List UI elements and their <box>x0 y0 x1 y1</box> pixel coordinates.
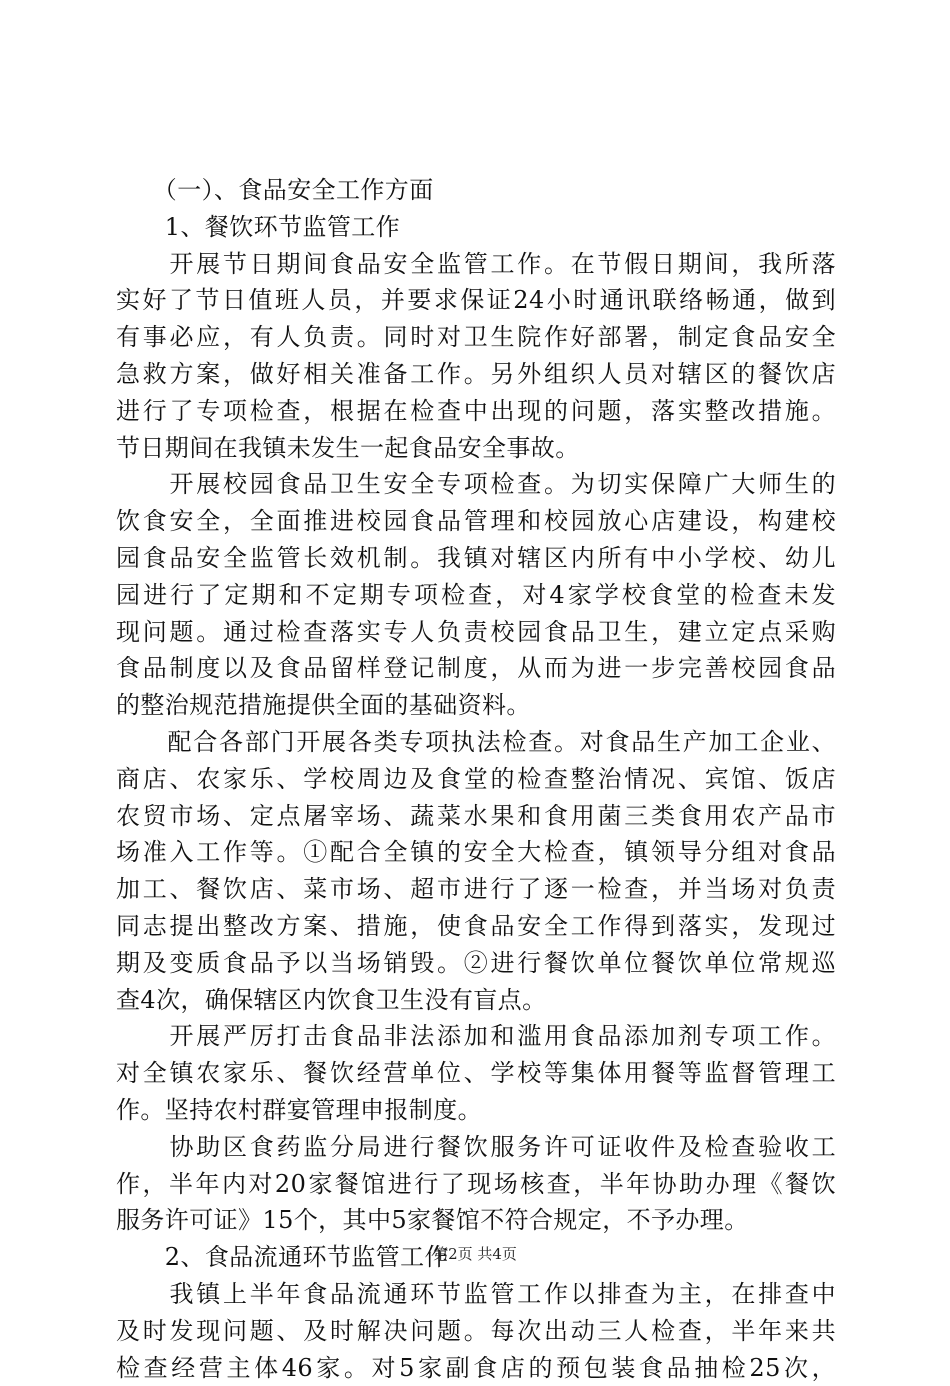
text-line: 2、食品流通环节监管工作 <box>116 1239 836 1276</box>
text-line: 检查经营主体46家。对5家副食店的预包装食品抽检25次， <box>116 1350 836 1386</box>
text-line: 及时发现问题、及时解决问题。每次出动三人检查，半年来共 <box>116 1313 836 1350</box>
text-line: 对全镇农家乐、餐饮经营单位、学校等集体用餐等监督管理工 <box>116 1055 836 1092</box>
text-line: 1、餐饮环节监管工作 <box>116 209 836 246</box>
text-line: 食品制度以及食品留样登记制度，从而为进一步完善校园食品 <box>116 650 836 687</box>
text-line: 节日期间在我镇未发生一起食品安全事故。 <box>116 430 836 467</box>
text-line: 作。坚持农村群宴管理申报制度。 <box>116 1092 836 1129</box>
text-line: 我镇上半年食品流通环节监管工作以排查为主，在排查中 <box>116 1276 836 1313</box>
text-line: 期及变质食品予以当场销毁。②进行餐饮单位餐饮单位常规巡 <box>116 945 836 982</box>
text-line: 进行了专项检查，根据在检查中出现的问题，落实整改措施。 <box>116 393 836 430</box>
page-footer: 第2页 共4页 <box>0 1244 950 1264</box>
text-line: 有事必应，有人负责。同时对卫生院作好部署，制定食品安全 <box>116 319 836 356</box>
text-line: 园食品安全监管长效机制。我镇对辖区内所有中小学校、幼儿 <box>116 540 836 577</box>
text-line: 同志提出整改方案、措施，使食品安全工作得到落实，发现过 <box>116 908 836 945</box>
text-line: 园进行了定期和不定期专项检查，对4家学校食堂的检查未发 <box>116 577 836 614</box>
text-line: 实好了节日值班人员，并要求保证24小时通讯联络畅通，做到 <box>116 282 836 319</box>
text-line: 开展严厉打击食品非法添加和滥用食品添加剂专项工作。 <box>116 1018 836 1055</box>
text-line: 急救方案，做好相关准备工作。另外组织人员对辖区的餐饮店 <box>116 356 836 393</box>
text-line: 现问题。通过检查落实专人负责校园食品卫生，建立定点采购 <box>116 614 836 651</box>
text-line: 开展校园食品卫生安全专项检查。为切实保障广大师生的 <box>116 466 836 503</box>
text-line: 商店、农家乐、学校周边及食堂的检查整治情况、宾馆、饭店 <box>116 761 836 798</box>
text-line: 查4次，确保辖区内饮食卫生没有盲点。 <box>116 982 836 1019</box>
text-line: 配合各部门开展各类专项执法检查。对食品生产加工企业、 <box>116 724 836 761</box>
text-line: 服务许可证》15个，其中5家餐馆不符合规定，不予办理。 <box>116 1202 836 1239</box>
text-line: 协助区食药监分局进行餐饮服务许可证收件及检查验收工 <box>116 1129 836 1166</box>
text-line: 农贸市场、定点屠宰场、蔬菜水果和食用菌三类食用农产品市 <box>116 798 836 835</box>
text-line: 加工、餐饮店、菜市场、超市进行了逐一检查，并当场对负责 <box>116 871 836 908</box>
document-body <box>116 172 836 1386</box>
text-line: 饮食安全，全面推进校园食品管理和校园放心店建设，构建校 <box>116 503 836 540</box>
text-line: （一）、食品安全工作方面 <box>116 172 836 209</box>
text-line: 场准入工作等。①配合全镇的安全大检查，镇领导分组对食品 <box>116 834 836 871</box>
text-line: 作，半年内对20家餐馆进行了现场核查，半年协助办理《餐饮 <box>116 1166 836 1203</box>
text-line: 开展节日期间食品安全监管工作。在节假日期间，我所落 <box>116 246 836 283</box>
text-line: 的整治规范措施提供全面的基础资料。 <box>116 687 836 724</box>
